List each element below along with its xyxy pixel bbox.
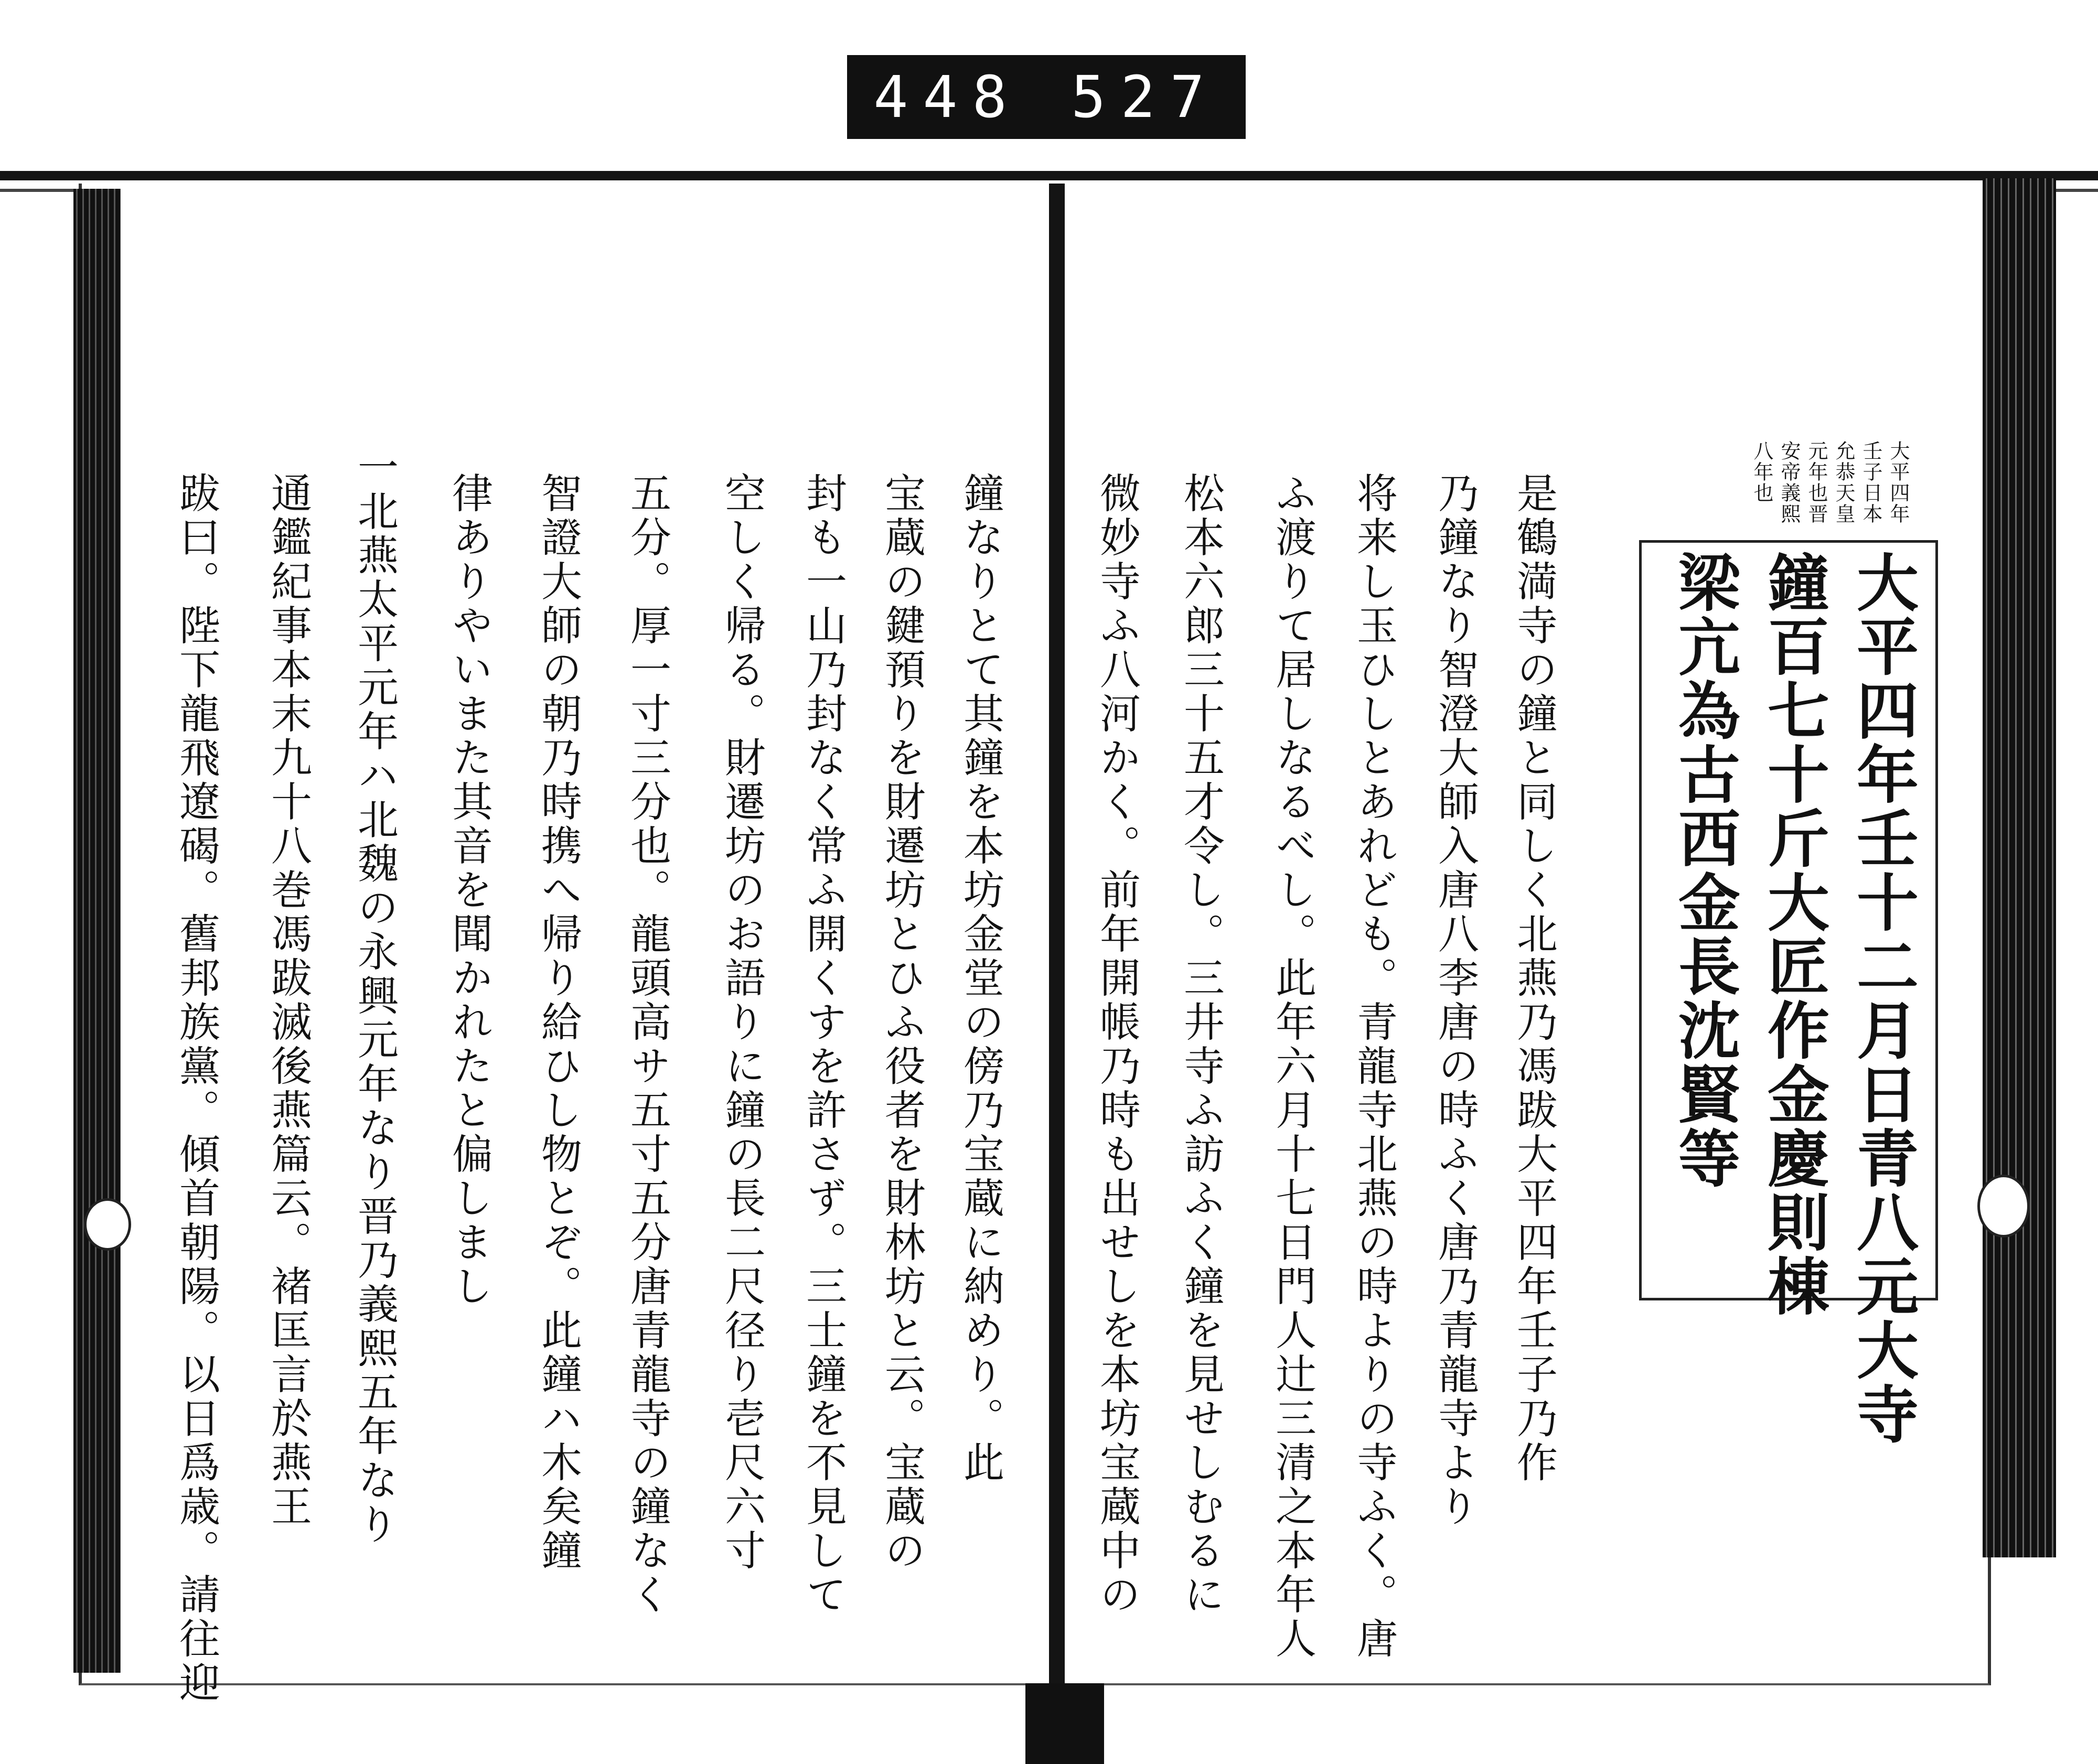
inscription-line: 大平四年壬十二月日青八元大寺 (1846, 551, 1919, 1446)
body-line: 五分。厚一寸三分也。龍頭高サ五寸五分唐青龍寺の鐘なく (624, 472, 671, 1617)
body-line: 律ありやいまた其音を聞かれたと偏しまし (445, 472, 493, 1309)
body-line: 微妙寺ふ八河かく。前年開帳乃時も出せしを本坊宝蔵中の (1093, 472, 1140, 1617)
note-line: 八年也 (1750, 440, 1773, 503)
right-thumb-tab (1977, 1175, 2030, 1238)
body-line: ふ渡りて居しなるべし。此年六月十七日門人辻三清之本年人 (1269, 472, 1316, 1661)
archive-number-label: 448 527 (847, 55, 1246, 139)
body-line: 一北燕太平元年ハ北魏の永興元年なり晋乃義熙五年なり (351, 446, 398, 1547)
body-line: 智證大師の朝乃時携へ帰り給ひし物とぞ。此鐘ハ木矣鐘 (534, 472, 582, 1573)
right-page-edge (1983, 178, 2056, 1557)
note-line: 壬子日本 (1859, 440, 1882, 524)
body-line: 跋曰。陛下龍飛遼碣。舊邦族黨。傾首朝陽。以日爲歳。請往迎 (173, 472, 220, 1705)
inscription-line: 梁亢為古西金長沈賢等 (1668, 551, 1741, 1190)
body-line: 宝蔵の鍵預りを財遷坊とひふ役者を財林坊と云。宝蔵の (878, 472, 925, 1573)
inscription-line: 鐘百七十斤大匠作金慶則棟 (1757, 551, 1830, 1318)
body-line: 封も一山乃封なく常ふ開くすを許さず。三士鐘を不見して (799, 472, 847, 1617)
note-line: 安帝義熙 (1778, 440, 1801, 524)
gutter-base (1025, 1683, 1104, 1764)
body-line: 将来し玉ひしとあれども。青龍寺北燕の時よりの寺ふく。唐 (1350, 472, 1397, 1661)
note-line: 元年也晋 (1805, 440, 1828, 524)
body-line: 松本六郎三十五才令し。三井寺ふ訪ふく鐘を見せしむるに (1177, 472, 1224, 1617)
body-line: 通鑑紀事本末九十八巻馮跋滅後燕篇云。褚匡言於燕王 (264, 472, 312, 1529)
body-line: 空しく帰る。財遷坊のお語りに鐘の長二尺径り壱尺六寸 (718, 472, 765, 1573)
left-page-edge (73, 189, 121, 1673)
body-line: 鐘なりとて其鐘を本坊金堂の傍乃宝蔵に納めり。此 (957, 472, 1004, 1485)
left-thumb-tab (84, 1198, 131, 1251)
note-line: 大平四年 (1887, 440, 1910, 524)
binding-bar (0, 171, 2098, 180)
book-gutter (1049, 184, 1065, 1688)
note-line: 允恭天皇 (1832, 440, 1855, 524)
body-line: 是鶴満寺の鐘と同しく北燕乃馮跋大平四年壬子乃作 (1510, 472, 1557, 1485)
body-line: 乃鐘なり智澄大師入唐八李唐の時ふく唐乃青龍寺より (1431, 472, 1479, 1529)
